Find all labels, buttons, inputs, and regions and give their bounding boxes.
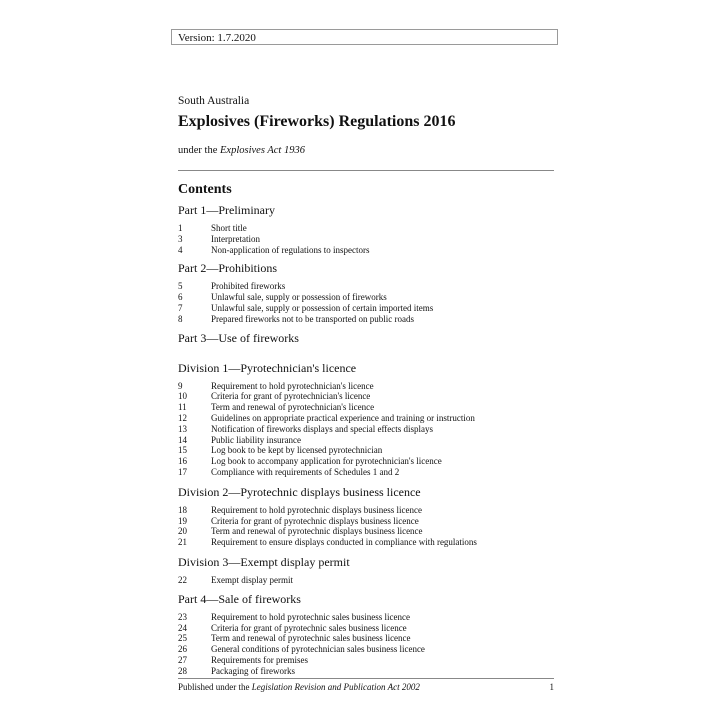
header-divider (178, 170, 554, 171)
toc-entry-number: 7 (178, 302, 183, 313)
toc-entry-title: Requirement to hold pyrotechnic sales business licence (211, 611, 410, 622)
toc-entry-number: 8 (178, 313, 183, 324)
toc-entry-number: 14 (178, 434, 187, 445)
toc-entry[interactable] (178, 505, 554, 516)
toc-entry-title: Requirement to hold pyrotechnician's licence (211, 380, 374, 391)
toc-entry[interactable] (178, 537, 554, 548)
toc-entry-number: 4 (178, 244, 183, 255)
toc-entry-title: Requirement to ensure displays conducted in compliance with regulations (211, 537, 477, 548)
toc-entry-number: 9 (178, 380, 183, 391)
table-of-contents (178, 203, 554, 677)
footer-divider (178, 678, 554, 679)
toc-entry[interactable] (178, 314, 554, 325)
toc-entry[interactable] (178, 381, 554, 392)
toc-entry-title: Log book to be kept by licensed pyrotechnician (211, 445, 383, 456)
toc-entry-title: Log book to accompany application for pyrotechnician's licence (211, 456, 442, 467)
toc-entry-list (178, 505, 554, 548)
toc-entry-number: 26 (178, 644, 187, 655)
toc-division-heading[interactable]: Division 2—Pyrotechnic displays business licence (178, 484, 421, 499)
toc-entry[interactable] (178, 402, 554, 413)
enabling-act-prefix: under the (178, 145, 220, 156)
toc-entry-title: Requirements for premises (211, 654, 308, 665)
toc-entry[interactable] (178, 391, 554, 402)
toc-entry-number: 6 (178, 292, 183, 303)
toc-entry-number: 24 (178, 622, 187, 633)
toc-entry-number: 16 (178, 456, 187, 467)
version-box (171, 29, 558, 45)
toc-entry-title: Criteria for grant of pyrotechnic sales business licence (211, 622, 407, 633)
toc-entry[interactable] (178, 292, 554, 303)
toc-entry-number: 12 (178, 412, 187, 423)
toc-entry[interactable] (178, 575, 554, 586)
toc-entry[interactable] (178, 612, 554, 623)
toc-entry-number: 10 (178, 391, 187, 402)
toc-entry-title: Term and renewal of pyrotechnician's licence (211, 402, 375, 413)
toc-entry[interactable] (178, 223, 554, 234)
toc-entry[interactable] (178, 644, 554, 655)
enabling-act-line (178, 145, 305, 156)
toc-entry[interactable] (178, 413, 554, 424)
toc-entry-list (178, 381, 554, 478)
toc-entry-title: Public liability insurance (211, 434, 301, 445)
toc-entry-list (178, 223, 554, 255)
toc-entry-title: Packaging of fireworks (211, 665, 295, 676)
toc-entry[interactable] (178, 467, 554, 478)
toc-entry[interactable] (178, 456, 554, 467)
toc-entry[interactable] (178, 623, 554, 634)
toc-spacer (178, 346, 554, 354)
toc-entry-title: Unlawful sale, supply or possession of fireworks (211, 292, 387, 303)
toc-entry[interactable] (178, 234, 554, 245)
footer-publication (178, 682, 420, 692)
toc-entry[interactable] (178, 655, 554, 666)
footer-published-prefix: Published under the (178, 682, 252, 692)
toc-part-heading[interactable]: Part 3—Use of fireworks (178, 330, 299, 345)
toc-entry-number: 25 (178, 633, 187, 644)
toc-entry[interactable] (178, 633, 554, 644)
toc-entry[interactable] (178, 245, 554, 256)
toc-entry-title: Term and renewal of pyrotechnic sales business licence (211, 633, 411, 644)
toc-entry-number: 3 (178, 233, 183, 244)
toc-entry-title: Exempt display permit (211, 574, 293, 585)
version-label: Version: 1.7.2020 (178, 32, 256, 44)
toc-entry-number: 19 (178, 515, 187, 526)
toc-part-heading[interactable]: Part 1—Preliminary (178, 203, 275, 217)
jurisdiction: South Australia (178, 95, 250, 107)
toc-entry-number: 5 (178, 281, 183, 292)
toc-entry-title: Term and renewal of pyrotechnic displays business licence (211, 526, 423, 537)
toc-entry-number: 1 (178, 223, 183, 233)
toc-entry[interactable] (178, 516, 554, 527)
footer-published-act: Legislation Revision and Publication Act 2002 (251, 682, 420, 692)
toc-entry-title: Prohibited fireworks (211, 281, 286, 292)
toc-entry-title: Notification of fireworks displays and special effects displays (211, 423, 434, 434)
toc-entry-list (178, 575, 554, 586)
toc-entry-title: Non-application of regulations to inspectors (211, 244, 370, 255)
toc-entry-title: Criteria for grant of pyrotechnic displays business licence (211, 515, 419, 526)
toc-entry-title: Prepared fireworks not to be transported on public roads (211, 313, 414, 324)
toc-entry-number: 21 (178, 537, 187, 548)
toc-part-heading[interactable]: Part 2—Prohibitions (178, 261, 278, 276)
toc-entry-title: Requirement to hold pyrotechnic displays business licence (211, 504, 422, 515)
toc-entry-title: Short title (211, 223, 247, 233)
toc-entry-title: Criteria for grant of pyrotechnician's licence (211, 391, 371, 402)
toc-entry-list (178, 612, 554, 677)
toc-entry-number: 11 (178, 402, 187, 413)
toc-entry[interactable] (178, 281, 554, 292)
toc-entry-title: Unlawful sale, supply or possession of certain imported items (211, 302, 434, 313)
toc-entry-number: 13 (178, 423, 187, 434)
toc-entry[interactable] (178, 435, 554, 446)
toc-entry-number: 22 (178, 574, 187, 585)
toc-entry-number: 27 (178, 654, 187, 665)
toc-entry-title: Compliance with requirements of Schedules 1 and 2 (211, 466, 400, 477)
page-number: 1 (549, 682, 554, 692)
toc-entry[interactable] (178, 666, 554, 677)
toc-entry-number: 15 (178, 445, 187, 456)
toc-part-heading[interactable]: Part 4—Sale of fireworks (178, 591, 301, 606)
toc-entry[interactable] (178, 526, 554, 537)
toc-division-heading[interactable]: Division 1—Pyrotechnician's licence (178, 360, 357, 375)
toc-entry-title: Guidelines on appropriate practical experience and training or instruction (211, 412, 475, 423)
toc-division-heading[interactable]: Division 3—Exempt display permit (178, 554, 350, 569)
toc-entry-number: 20 (178, 526, 187, 537)
toc-entry-number: 17 (178, 466, 187, 477)
toc-entry[interactable] (178, 445, 554, 456)
contents-heading: Contents (178, 182, 232, 197)
toc-entry-title: General conditions of pyrotechnician sales business licence (211, 644, 425, 655)
page-footer (178, 682, 554, 692)
toc-entry-list (178, 281, 554, 324)
document-title: Explosives (Fireworks) Regulations 2016 (178, 113, 456, 130)
toc-entry-number: 23 (178, 611, 187, 622)
toc-entry[interactable] (178, 303, 554, 314)
toc-entry-title: Interpretation (211, 233, 260, 244)
toc-entry-number: 28 (178, 665, 187, 676)
enabling-act-name: Explosives Act 1936 (220, 145, 305, 156)
toc-entry[interactable] (178, 424, 554, 435)
toc-entry-number: 18 (178, 504, 187, 515)
